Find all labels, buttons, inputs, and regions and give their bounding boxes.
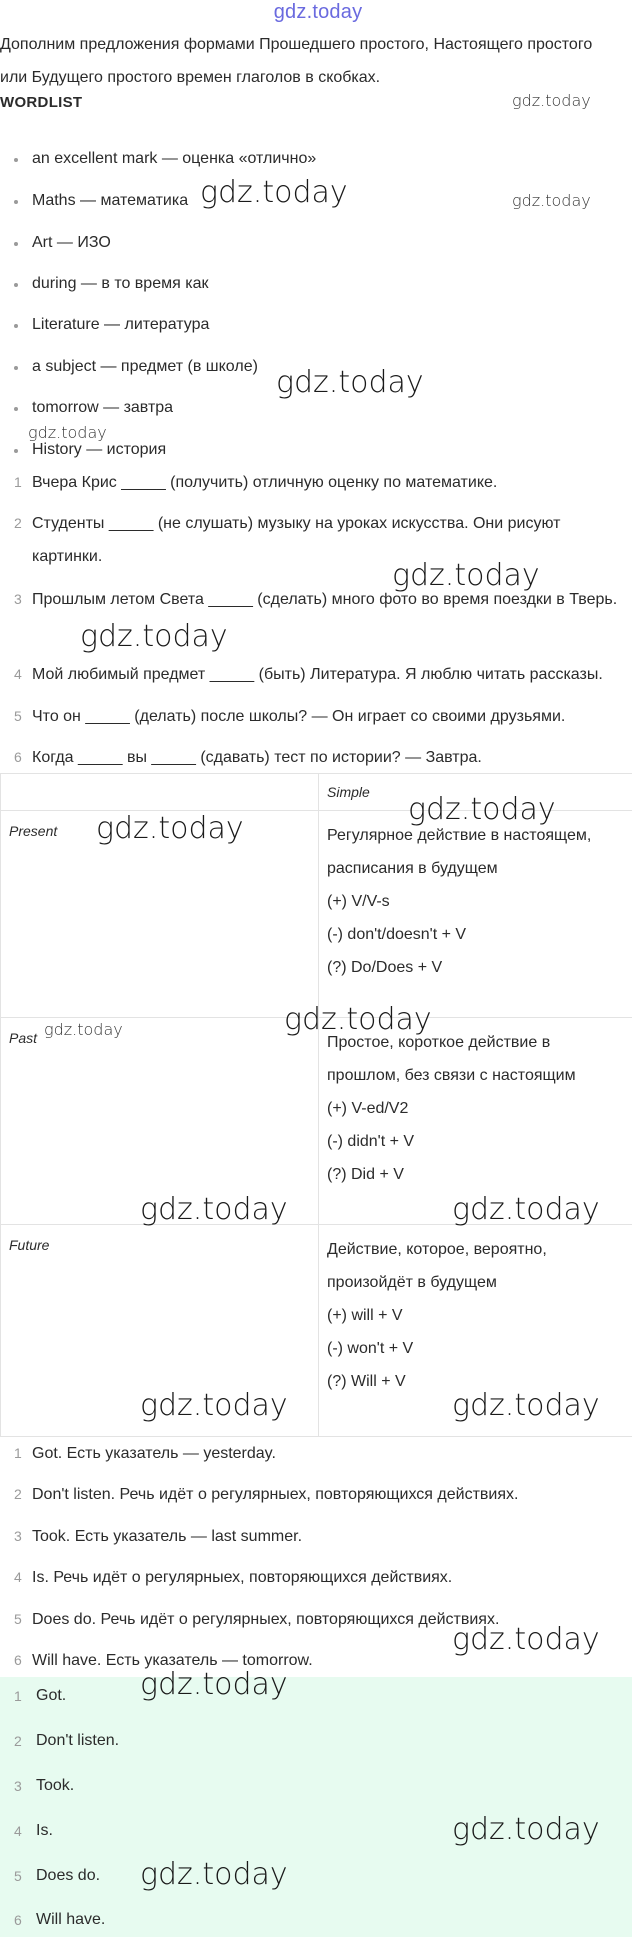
exercise-text: Студенты _____ (не слушать) музыку на уроках искусства. Они рисуют картинки. [32, 515, 561, 565]
table-row [1, 1018, 632, 1225]
rule-line: Регулярное действие в настоящем, [327, 827, 592, 844]
row-label-cell [1, 811, 319, 1018]
list-item-text: Literature — литература [32, 316, 210, 333]
watermark: gdz.today [140, 1667, 288, 1702]
rule-line: (-) didn't + V [327, 1133, 415, 1150]
rule-line: (+) V/V-s [327, 893, 390, 910]
row-label: Past [9, 1030, 38, 1046]
item-number: 5 [14, 1868, 22, 1884]
watermark: gdz.today [140, 1857, 288, 1892]
watermark: gdz.today [452, 1812, 600, 1847]
item-number: 6 [14, 1652, 22, 1668]
watermark: gdz.today [452, 1388, 600, 1423]
rule-cell [319, 1018, 632, 1225]
task-intro: Дополним предложения формами Прошедшего простого, Настоящего простого или Будущего простого времен глаголов в скобках. [0, 36, 593, 86]
table-corner-cell [1, 774, 319, 811]
row-label-cell [1, 1225, 319, 1437]
table-row [1, 1225, 632, 1437]
bullet-icon [14, 324, 18, 328]
list-item-text: an excellent mark — оценка «отлично» [32, 150, 317, 167]
exercise-text: Мой любимый предмет _____ (быть) Литература. Я люблю читать рассказы. [32, 666, 603, 683]
rule-cell [319, 811, 632, 1018]
rule-line: расписания в будущем [327, 860, 498, 877]
watermark: gdz.today [512, 191, 591, 210]
exercise-text: Вчера Крис _____ (получить) отличную оценку по математике. [32, 474, 498, 491]
rule-line: (-) won't + V [327, 1340, 414, 1357]
row-label: Present [9, 823, 58, 839]
exercise-text: Что он _____ (делать) после школы? — Он играет со своими друзьями. [32, 708, 566, 725]
bullet-icon [14, 449, 18, 453]
watermark: gdz.today [80, 619, 228, 654]
item-number: 2 [14, 1733, 22, 1749]
rule-line: (-) don't/doesn't + V [327, 926, 467, 943]
watermark: gdz.today [140, 1192, 288, 1227]
table-header-simple: Simple [319, 774, 632, 811]
answers-box [0, 1677, 632, 1937]
tenses-table [0, 773, 632, 1437]
item-number: 4 [14, 666, 22, 682]
item-number: 5 [14, 1611, 22, 1627]
answer-text: Took. [36, 1777, 75, 1794]
list-item-text: History — история [32, 441, 167, 458]
table-header-row [1, 774, 632, 811]
item-number: 3 [14, 1528, 22, 1544]
rule-line: Простое, короткое действие в [327, 1034, 551, 1051]
item-number: 6 [14, 1912, 22, 1928]
answer-text: Will have. [36, 1911, 106, 1928]
bullet-icon [14, 242, 18, 246]
bullet-icon [14, 283, 18, 287]
list-item-text: Maths — математика [32, 192, 189, 209]
bullet-icon [14, 407, 18, 411]
rule-line: (?) Did + V [327, 1166, 404, 1183]
rule-line: (+) V-ed/V2 [327, 1100, 409, 1117]
rule-line: (+) will + V [327, 1307, 403, 1324]
rule-line: произойдёт в будущем [327, 1274, 497, 1291]
rule-line: (?) Will + V [327, 1373, 406, 1390]
exercise-text: Когда _____ вы _____ (сдавать) тест по истории? — Завтра. [32, 749, 482, 766]
item-number: 1 [14, 1445, 22, 1461]
item-number: 6 [14, 749, 22, 765]
rule-line: Действие, которое, вероятно, [327, 1241, 547, 1258]
watermark: gdz.today [452, 1192, 600, 1227]
wordlist-heading: WORDLIST [0, 94, 83, 111]
watermark: gdz.today [512, 91, 591, 110]
list-item-text: during — в то время как [32, 275, 209, 292]
rule-line: (?) Do/Does + V [327, 959, 443, 976]
watermark: gdz.today [392, 558, 540, 593]
item-number: 5 [14, 708, 22, 724]
explanation-text: Took. Есть указатель — last summer. [32, 1528, 303, 1545]
list-item-text: Art — ИЗО [32, 234, 111, 251]
answer-text: Got. [36, 1687, 67, 1704]
watermark: gdz.today [408, 792, 556, 827]
watermark: gdz.today [452, 1622, 600, 1657]
explanation-text: Is. Речь идёт о регулярныех, повторяющихся действиях. [32, 1569, 453, 1586]
item-number: 3 [14, 591, 22, 607]
item-number: 4 [14, 1569, 22, 1585]
explanation-text: Does do. Речь идёт о регулярныех, повторяющихся действиях. [32, 1611, 500, 1628]
watermark: gdz.today [96, 811, 244, 846]
exercise-text: Прошлым летом Света _____ (сделать) много фото во время поездки в Тверь. [32, 591, 618, 608]
answer-text: Don't listen. [36, 1732, 120, 1749]
bullet-icon [14, 158, 18, 162]
watermark: gdz.today [276, 365, 424, 400]
rule-line: прошлом, без связи с настоящим [327, 1067, 576, 1084]
list-item-text: tomorrow — завтра [32, 399, 174, 416]
answer-text: Is. [36, 1822, 53, 1839]
watermark: gdz.today [44, 1020, 123, 1039]
item-number: 2 [14, 515, 22, 531]
table-row [1, 811, 632, 1018]
watermark: gdz.today [200, 175, 348, 210]
row-label-cell [1, 1018, 319, 1225]
watermark: gdz.today [140, 1388, 288, 1423]
bullet-icon [14, 200, 18, 204]
bullet-icon [14, 366, 18, 370]
explanation-text: Got. Есть указатель — yesterday. [32, 1445, 276, 1462]
watermark: gdz.today [284, 1002, 432, 1037]
item-number: 1 [14, 474, 22, 490]
list-item-text: a subject — предмет (в школе) [32, 358, 258, 375]
watermark: gdz.today [28, 423, 107, 442]
item-number: 4 [14, 1823, 22, 1839]
item-number: 2 [14, 1486, 22, 1502]
rule-cell [319, 1225, 632, 1437]
explanation-text: Will have. Есть указатель — tomorrow. [32, 1652, 313, 1669]
site-header-mark: gdz.today [273, 1, 363, 23]
item-number: 3 [14, 1778, 22, 1794]
row-label: Future [9, 1237, 50, 1253]
answer-text: Does do. [36, 1867, 101, 1884]
item-number: 1 [14, 1688, 22, 1704]
explanation-text: Don't listen. Речь идёт о регулярныех, повторяющихся действиях. [32, 1486, 519, 1503]
